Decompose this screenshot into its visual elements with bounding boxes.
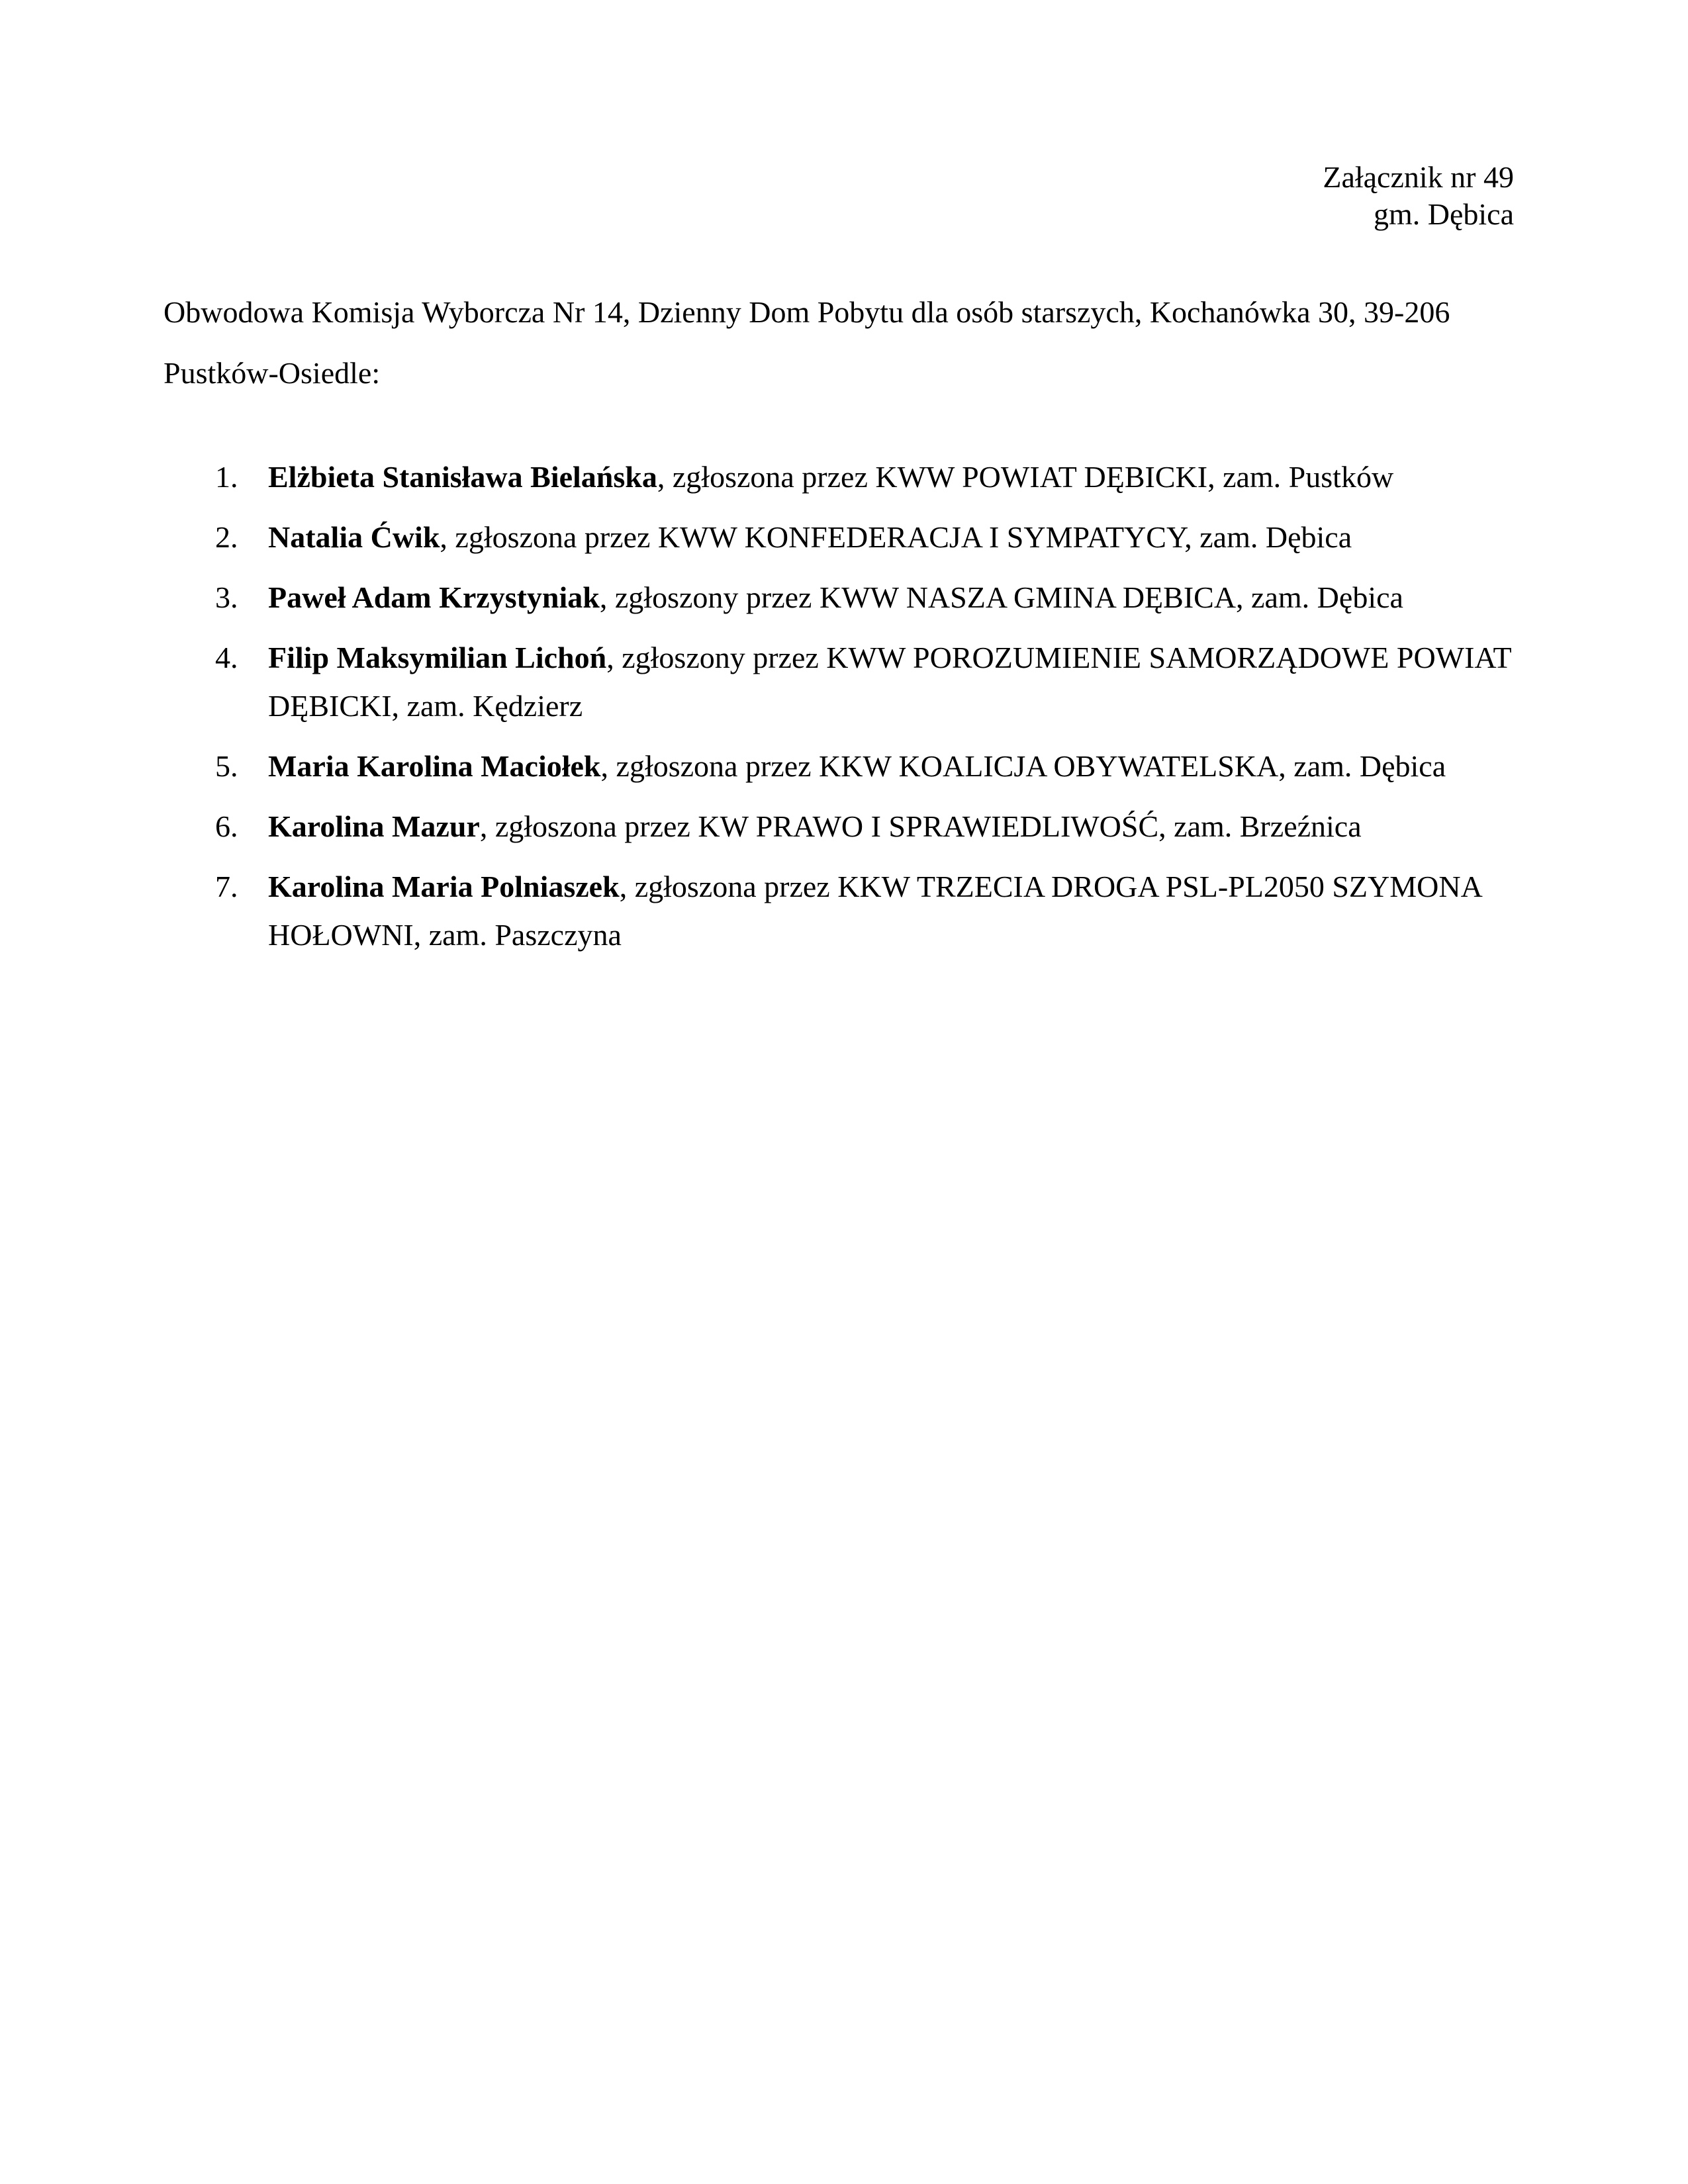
member-details: , zgłoszona przez KKW TRZECIA DROGA PSL-PL2050 SZYMONA HOŁOWNI, zam. Paszczyna (268, 870, 1481, 952)
list-item (164, 742, 1521, 790)
member-name: Paweł Adam Krzystyniak (268, 580, 600, 614)
item-number: 6. (215, 809, 238, 843)
member-details: , zgłoszona przez KKW KOALICJA OBYWATELSKA, zam. Dębica (600, 749, 1446, 783)
list-item (164, 573, 1521, 621)
members-list (164, 453, 1521, 971)
list-item (164, 513, 1521, 561)
list-item (164, 633, 1521, 730)
item-number: 3. (215, 580, 238, 614)
member-details: , zgłoszony przez KWW NASZA GMINA DĘBICA, zam. Dębica (599, 580, 1403, 614)
member-name: Maria Karolina Maciołek (268, 749, 601, 783)
item-number: 1. (215, 460, 238, 494)
member-details: , zgłoszona przez KWW KONFEDERACJA I SYMPATYCY, zam. Dębica (440, 520, 1352, 554)
member-name: Karolina Maria Polniaszek (268, 870, 620, 903)
list-item (164, 862, 1521, 959)
member-name: Natalia Ćwik (268, 520, 440, 554)
annex-header (1323, 159, 1514, 233)
annex-municipality: gm. Dębica (1373, 197, 1514, 231)
list-item (164, 802, 1521, 850)
member-details: , zgłoszona przez KW PRAWO I SPRAWIEDLIWOŚĆ, zam. Brzeźnica (479, 809, 1362, 843)
commission-description (164, 282, 1487, 404)
annex-number: Załącznik nr 49 (1323, 160, 1514, 194)
member-details: , zgłoszony przez KWW POROZUMIENIE SAMORZĄDOWE POWIAT DĘBICKI, zam. Kędzierz (268, 641, 1511, 723)
item-number: 2. (215, 520, 238, 554)
member-name: Elżbieta Stanisława Bielańska (268, 460, 657, 494)
item-number: 5. (215, 749, 238, 783)
list-item (164, 453, 1521, 501)
item-number: 4. (215, 641, 238, 674)
commission-text: Obwodowa Komisja Wyborcza Nr 14, Dzienny Dom Pobytu dla osób starszych, Kochanówka 30, 39-206 Pustków-Osiedle: (164, 295, 1450, 390)
member-name: Filip Maksymilian Lichoń (268, 641, 607, 674)
item-number: 7. (215, 870, 238, 903)
member-name: Karolina Mazur (268, 809, 480, 843)
member-details: , zgłoszona przez KWW POWIAT DĘBICKI, zam. Pustków (657, 460, 1394, 494)
